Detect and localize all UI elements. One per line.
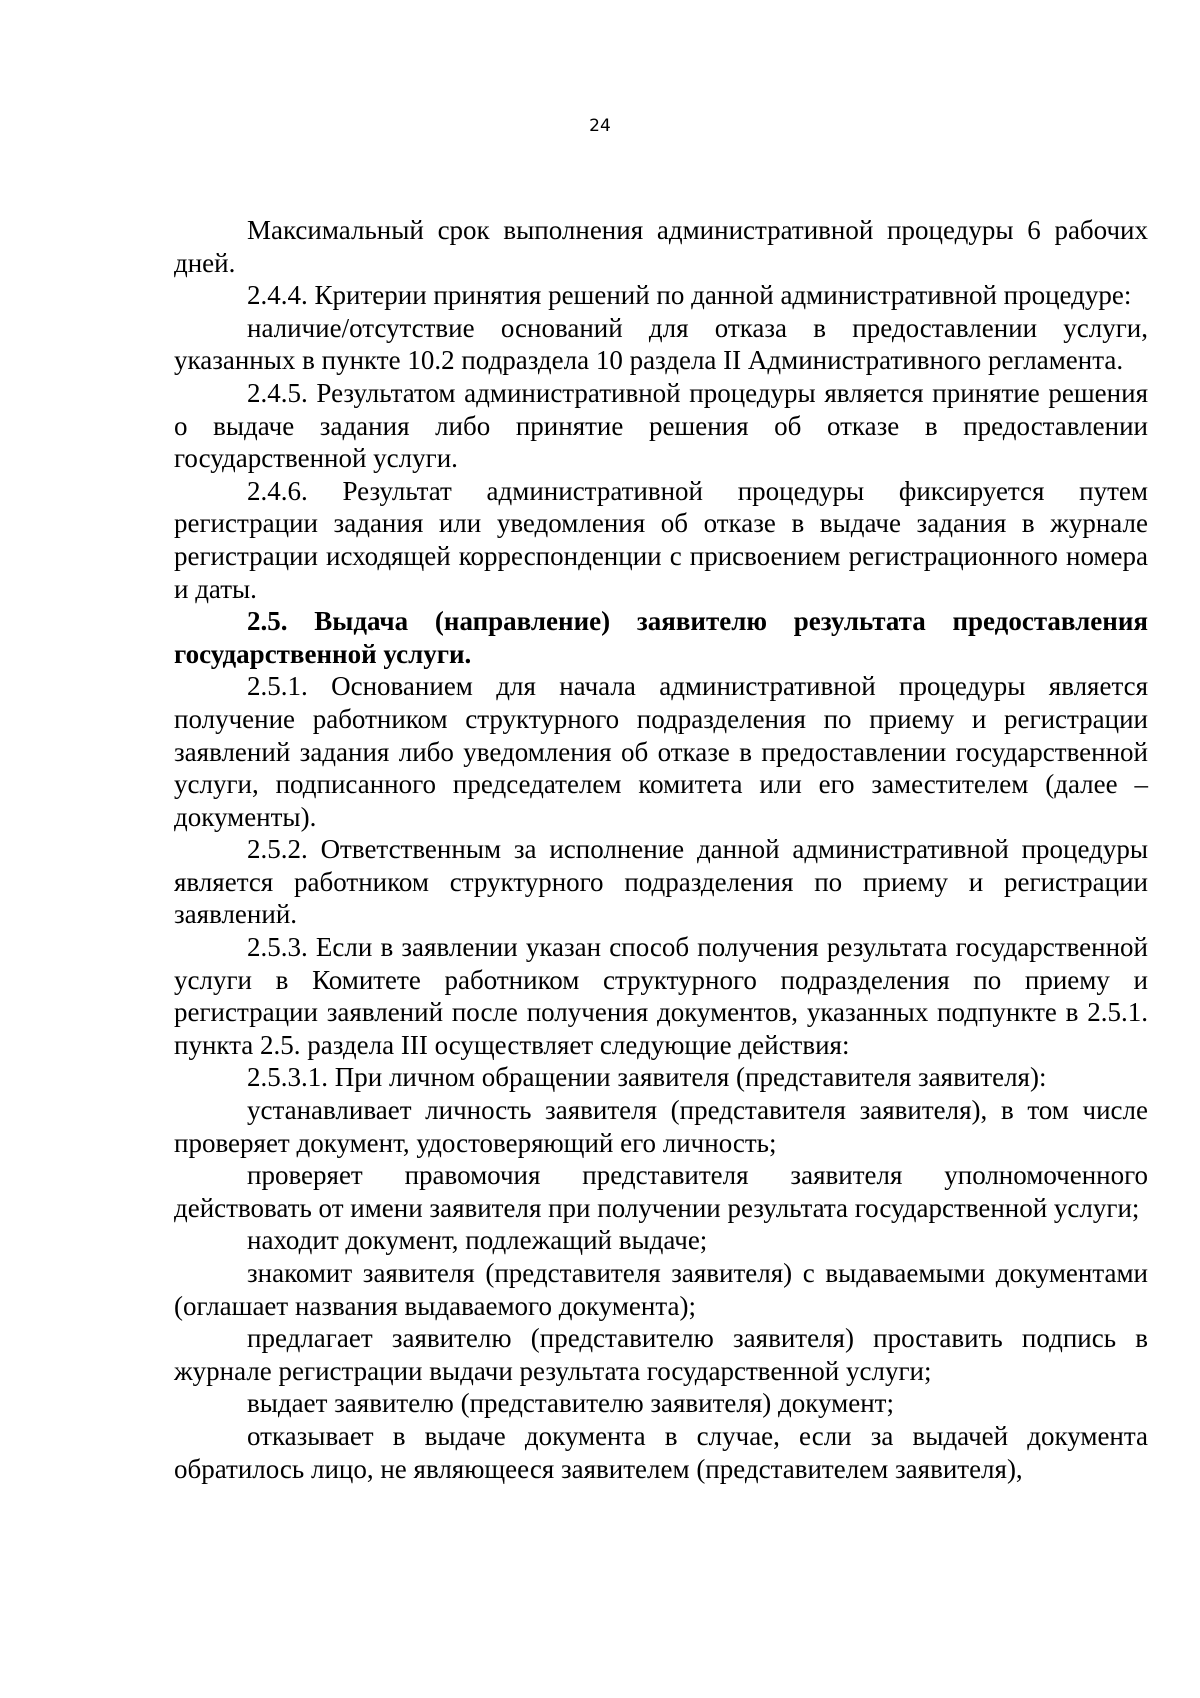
paragraph: 2.4.5. Результатом административной процедуры является принятие решения о выдаче задания либо принятие решения об отказе в предоставлении государственной услуги. bbox=[174, 377, 1148, 474]
document-body bbox=[174, 214, 1148, 1485]
paragraph: 2.5.3.1. При личном обращении заявителя (представителя заявителя): bbox=[247, 1062, 1047, 1093]
paragraph: 2.5.3. Если в заявлении указан способ получения результата государственной услуги в Комитете работником структурного подразделения по приему и регистрации заявлений после получения документов, указанных подпункте в 2.5.1. пункта 2.5. раздела III осуществляет следующие действия: bbox=[174, 932, 1148, 1060]
paragraph: Максимальный срок выполнения административной процедуры 6 рабочих дней. bbox=[174, 215, 1148, 278]
section-heading: 2.5. Выдача (направление) заявителю результата предоставления государственной услуги. bbox=[174, 606, 1148, 669]
paragraph: выдает заявителю (представителю заявителя) документ; bbox=[247, 1388, 894, 1419]
paragraph: знакомит заявителя (представителя заявителя) с выдаваемыми документами (оглашает названия выдаваемого документа); bbox=[174, 1258, 1148, 1321]
page-number: 24 bbox=[589, 116, 611, 136]
paragraph: отказывает в выдаче документа в случае, если за выдачей документа обратилось лицо, не являющееся заявителем (представителем заявителя), bbox=[174, 1420, 1148, 1484]
paragraph: проверяет правомочия представителя заявителя уполномоченного действовать от имени заявителя при получении результата государственной услуги; bbox=[174, 1160, 1148, 1223]
paragraph: наличие/отсутствие оснований для отказа в предоставлении услуги, указанных в пункте 10.2 подраздела 10 раздела II Административного регламента. bbox=[174, 312, 1148, 376]
paragraph: находит документ, подлежащий выдаче; bbox=[247, 1225, 708, 1256]
paragraph: 2.4.6. Результат административной процедуры фиксируется путем регистрации задания или уведомления об отказе в выдаче задания в журнале регистрации исходящей корреспонденции с присвоением регистрационного номера и даты. bbox=[174, 475, 1148, 604]
paragraph: предлагает заявителю (представителю заявителя) проставить подпись в журнале регистрации выдачи результата государственной услуги; bbox=[174, 1323, 1148, 1386]
paragraph: 2.4.4. Критерии принятия решений по данной административной процедуре: bbox=[247, 280, 1132, 311]
paragraph: 2.5.1. Основанием для начала административной процедуры является получение работником структурного подразделения по приему и регистрации заявлений задания либо уведомления об отказе в предоставлении государственной услуги, подписанного председателем комитета или его заместителем (далее – документы). bbox=[174, 671, 1148, 832]
paragraph: устанавливает личность заявителя (представителя заявителя), в том числе проверяет документ, удостоверяющий его личность; bbox=[174, 1095, 1148, 1158]
paragraph: 2.5.2. Ответственным за исполнение данной административной процедуры является работником структурного подразделения по приему и регистрации заявлений. bbox=[174, 834, 1148, 930]
